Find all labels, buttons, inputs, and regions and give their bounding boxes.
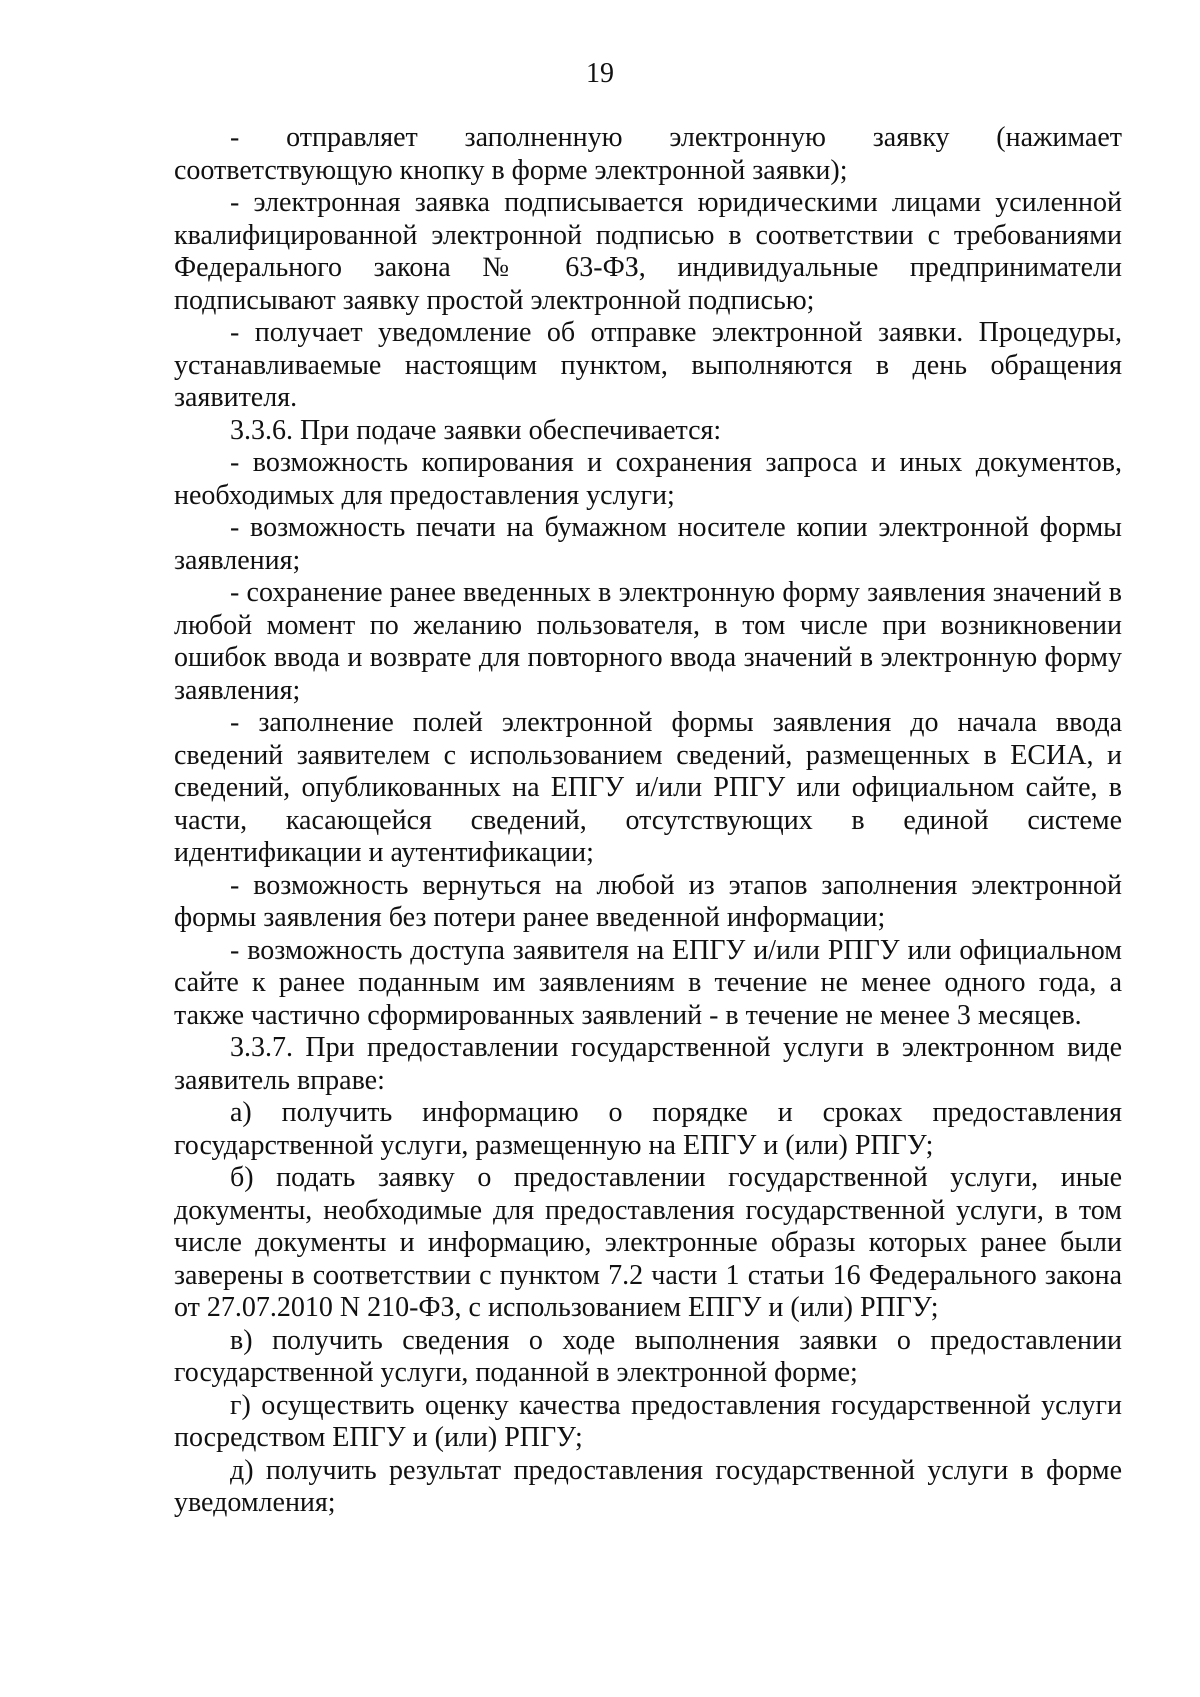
paragraph-access-history: - возможность доступа заявителя на ЕПГУ и/или РПГУ или официальном сайте к ранее поданным им заявлениям в течение не менее одного года, а также частично сформированных заявлений - в течение не менее 3 месяцев. [174,934,1122,1031]
list-item-g: г) осуществить оценку качества предоставления государственной услуги посредством ЕПГУ и (или) РПГУ; [174,1389,1122,1453]
paragraph-print: - возможность печати на бумажном носителе копии электронной формы заявления; [174,512,1122,576]
paragraph-return-stage: - возможность вернуться на любой из этапов заполнения электронной формы заявления без потери ранее введенной информации; [174,869,1122,933]
list-item-a: а) получить информацию о порядке и сроках предоставления государственной услуги, размещенную на ЕПГУ и (или) РПГУ; [174,1097,1122,1161]
list-item-b: б) подать заявку о предоставлении государственной услуги, иные документы, необходимые для предоставления государственной услуги, в том числе документы и информацию, электронные образы которых ранее были заверены в соответствии с пунктом 7.2 части 1 статьи 16 Федерального закона от 27.07.2010 N 210-ФЗ, с использованием ЕПГУ и (или) РПГУ; [174,1162,1122,1323]
paragraph-notification: - получает уведомление об отправке электронной заявки. Процедуры, устанавливаемые настоящим пунктом, выполняются в день обращения заявителя. [174,317,1122,413]
list-item-v: в) получить сведения о ходе выполнения заявки о предоставлении государственной услуги, поданной в электронной форме; [174,1324,1122,1388]
paragraph-copy-save: - возможность копирования и сохранения запроса и иных документов, необходимых для предоставления услуги; [174,447,1122,511]
paragraph-save-values: - сохранение ранее введенных в электронную форму заявления значений в любой момент по желанию пользователя, в том числе при возникновении ошибок ввода и возврате для повторного ввода значений в электронную форму заявления; [174,577,1122,706]
document-body [174,122,1122,1520]
list-item-d: д) получить результат предоставления государственной услуги в форме уведомления; [174,1454,1122,1518]
page-number: 19 [586,58,614,89]
section-heading-3-3-7: 3.3.7. При предоставлении государственной услуги в электронном виде заявитель вправе: [174,1032,1122,1096]
paragraph-autofill: - заполнение полей электронной формы заявления до начала ввода сведений заявителем с использованием сведений, размещенных в ЕСИА, и сведений, опубликованных на ЕПГУ и/или РПГУ или официальном сайте, в части, касающейся сведений, отсутствующих в единой системе идентификации и аутентификации; [174,707,1122,868]
paragraph-signature: - электронная заявка подписывается юридическими лицами усиленной квалифицированной электронной подписью в соответствии с требованиями Федерального закона № 63-ФЗ, индивидуальные предприниматели подписывают заявку простой электронной подписью; [174,187,1122,316]
section-heading-3-3-6: 3.3.6. При подаче заявки обеспечивается: [230,414,722,446]
paragraph-submit-application: - отправляет заполненную электронную заявку (нажимает соответствующую кнопку в форме электронной заявки); [174,122,1122,186]
